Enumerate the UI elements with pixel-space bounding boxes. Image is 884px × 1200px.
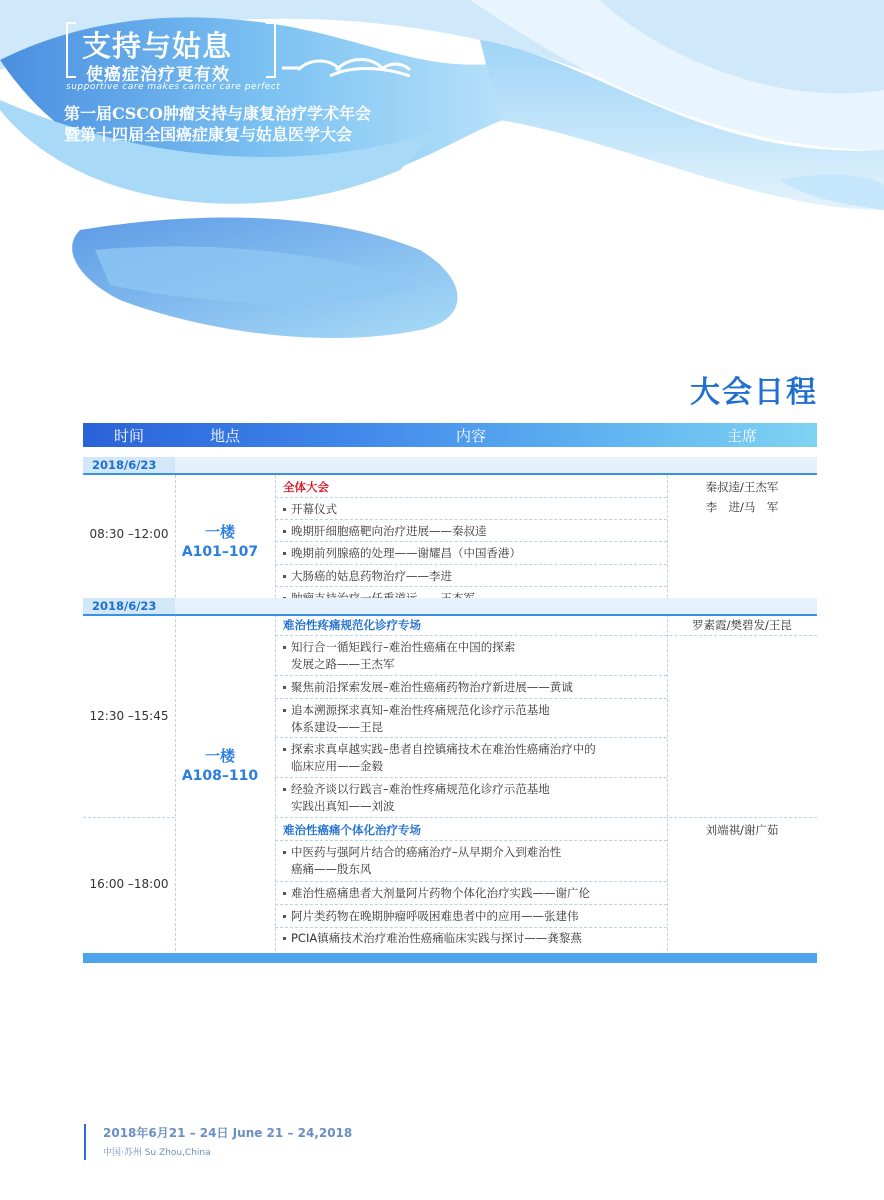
- row-divider: [275, 737, 667, 738]
- row-divider: [275, 817, 817, 818]
- row-divider: [275, 541, 667, 542]
- room-number: A108–110: [181, 768, 259, 784]
- session-room: [175, 745, 265, 784]
- date-label: 2018/6/23: [92, 458, 157, 472]
- slogan-english-tagline: supportive care makes cancer care perfect: [66, 82, 281, 92]
- table-bottom-bar: [83, 953, 817, 963]
- date-bar-day1: [83, 457, 817, 475]
- row-divider: [275, 519, 667, 520]
- section-title: 难治性癌痛个体化治疗专场: [283, 823, 421, 837]
- list-item: 追本溯源探求真知–难治性疼痛规范化诊疗示范基地 体系建设——王昆: [283, 702, 663, 736]
- list-item: 聚焦前沿探索发展–难治性癌痛药物治疗新进展——黄诚: [283, 679, 663, 696]
- list-item: 晚期前列腺癌的处理——谢耀昌（中国香港）: [283, 545, 663, 562]
- left-bracket: [66, 22, 76, 78]
- list-item: 探索求真卓越实践–患者自控镇痛技术在难治性癌痛治疗中的 临床应用——金毅: [283, 741, 663, 775]
- table-header: [83, 423, 817, 447]
- header-time: 时间: [113, 427, 144, 445]
- room-floor: 一楼: [204, 747, 235, 765]
- chair-line: 秦叔逵/王杰军: [705, 480, 779, 494]
- slogan-main: 支持与姑息: [82, 29, 233, 63]
- row-divider: [275, 840, 667, 841]
- session-time: 08:30 –12:00: [89, 527, 169, 541]
- slogan-frame: [66, 22, 276, 85]
- row-divider: [275, 881, 667, 882]
- footer-place: 中国·苏州 Su Zhou,China: [103, 1148, 211, 1158]
- list-item: 晚期肝细胞癌靶向治疗进展——秦叔逵: [283, 523, 663, 540]
- row-divider: [275, 675, 667, 676]
- divider-chair: [667, 475, 668, 951]
- row-divider: [275, 927, 667, 928]
- session-room: [175, 521, 265, 560]
- row-divider: [275, 635, 817, 636]
- date-label: 2018/6/23: [92, 599, 157, 613]
- footer-info: [84, 1124, 352, 1160]
- right-bracket: [266, 22, 276, 78]
- session-time: 12:30 –15:45: [89, 709, 169, 723]
- header-chair: 主席: [726, 427, 757, 445]
- row-divider: [275, 698, 667, 699]
- row-divider: [275, 586, 667, 587]
- date-bar-day2: [83, 598, 817, 616]
- list-item: 经验齐谈以行践言–难治性疼痛规范化诊疗示范基地 实践出真知——刘波: [283, 781, 663, 815]
- schedule-table: [83, 423, 817, 963]
- list-item: 大肠癌的姑息药物治疗——李进: [283, 568, 663, 585]
- header-location: 地点: [209, 427, 240, 445]
- row-divider: [275, 904, 667, 905]
- list-item: 阿片类药物在晚期肿瘤呼吸困难患者中的应用——张建伟: [283, 908, 663, 925]
- row-divider: [275, 564, 667, 565]
- divider-location: [275, 475, 276, 951]
- session-time: 16:00 –18:00: [89, 877, 169, 891]
- row-divider: [83, 817, 175, 818]
- chair-names: 刘端祺/谢广茹: [705, 823, 779, 837]
- room-number: A101–107: [181, 544, 259, 560]
- list-item: 开幕仪式: [283, 501, 663, 518]
- slogan-sub: 使癌症治疗更有效: [86, 65, 230, 85]
- chair-line: 李 进/马 军: [705, 500, 779, 514]
- conference-title-line2: 暨第十四届全国癌症康复与姑息医学大会: [64, 125, 353, 144]
- section-title: 难治性疼痛规范化诊疗专场: [283, 618, 421, 632]
- chair-names: [667, 477, 817, 517]
- footer-date: 2018年6月21 – 24日 June 21 – 24,2018: [103, 1126, 353, 1140]
- room-floor: 一楼: [204, 523, 235, 541]
- row-divider: [275, 497, 667, 498]
- list-item: 知行合一循矩践行–难治性癌痛在中国的探索 发展之路——王杰军: [283, 639, 663, 673]
- list-item: 中医药与强阿片结合的癌痛治疗–从早期介入到难治性 癌痛——殷东风: [283, 844, 663, 878]
- row-divider: [275, 777, 667, 778]
- chair-names: 罗素霞/樊碧发/王昆: [692, 618, 792, 632]
- list-item: 难治性癌痛患者大剂量阿片药物个体化治疗实践——谢广伦: [283, 885, 663, 902]
- header-content: 内容: [455, 427, 486, 445]
- list-item: PCIA镇痛技术治疗难治性癌痛临床实践与探讨——龚黎燕: [283, 930, 663, 947]
- conference-title-line1: 第一届CSCO肿瘤支持与康复治疗学术年会: [64, 104, 371, 123]
- section-title: 全体大会: [283, 480, 329, 494]
- page-title: 大会日程: [690, 375, 818, 410]
